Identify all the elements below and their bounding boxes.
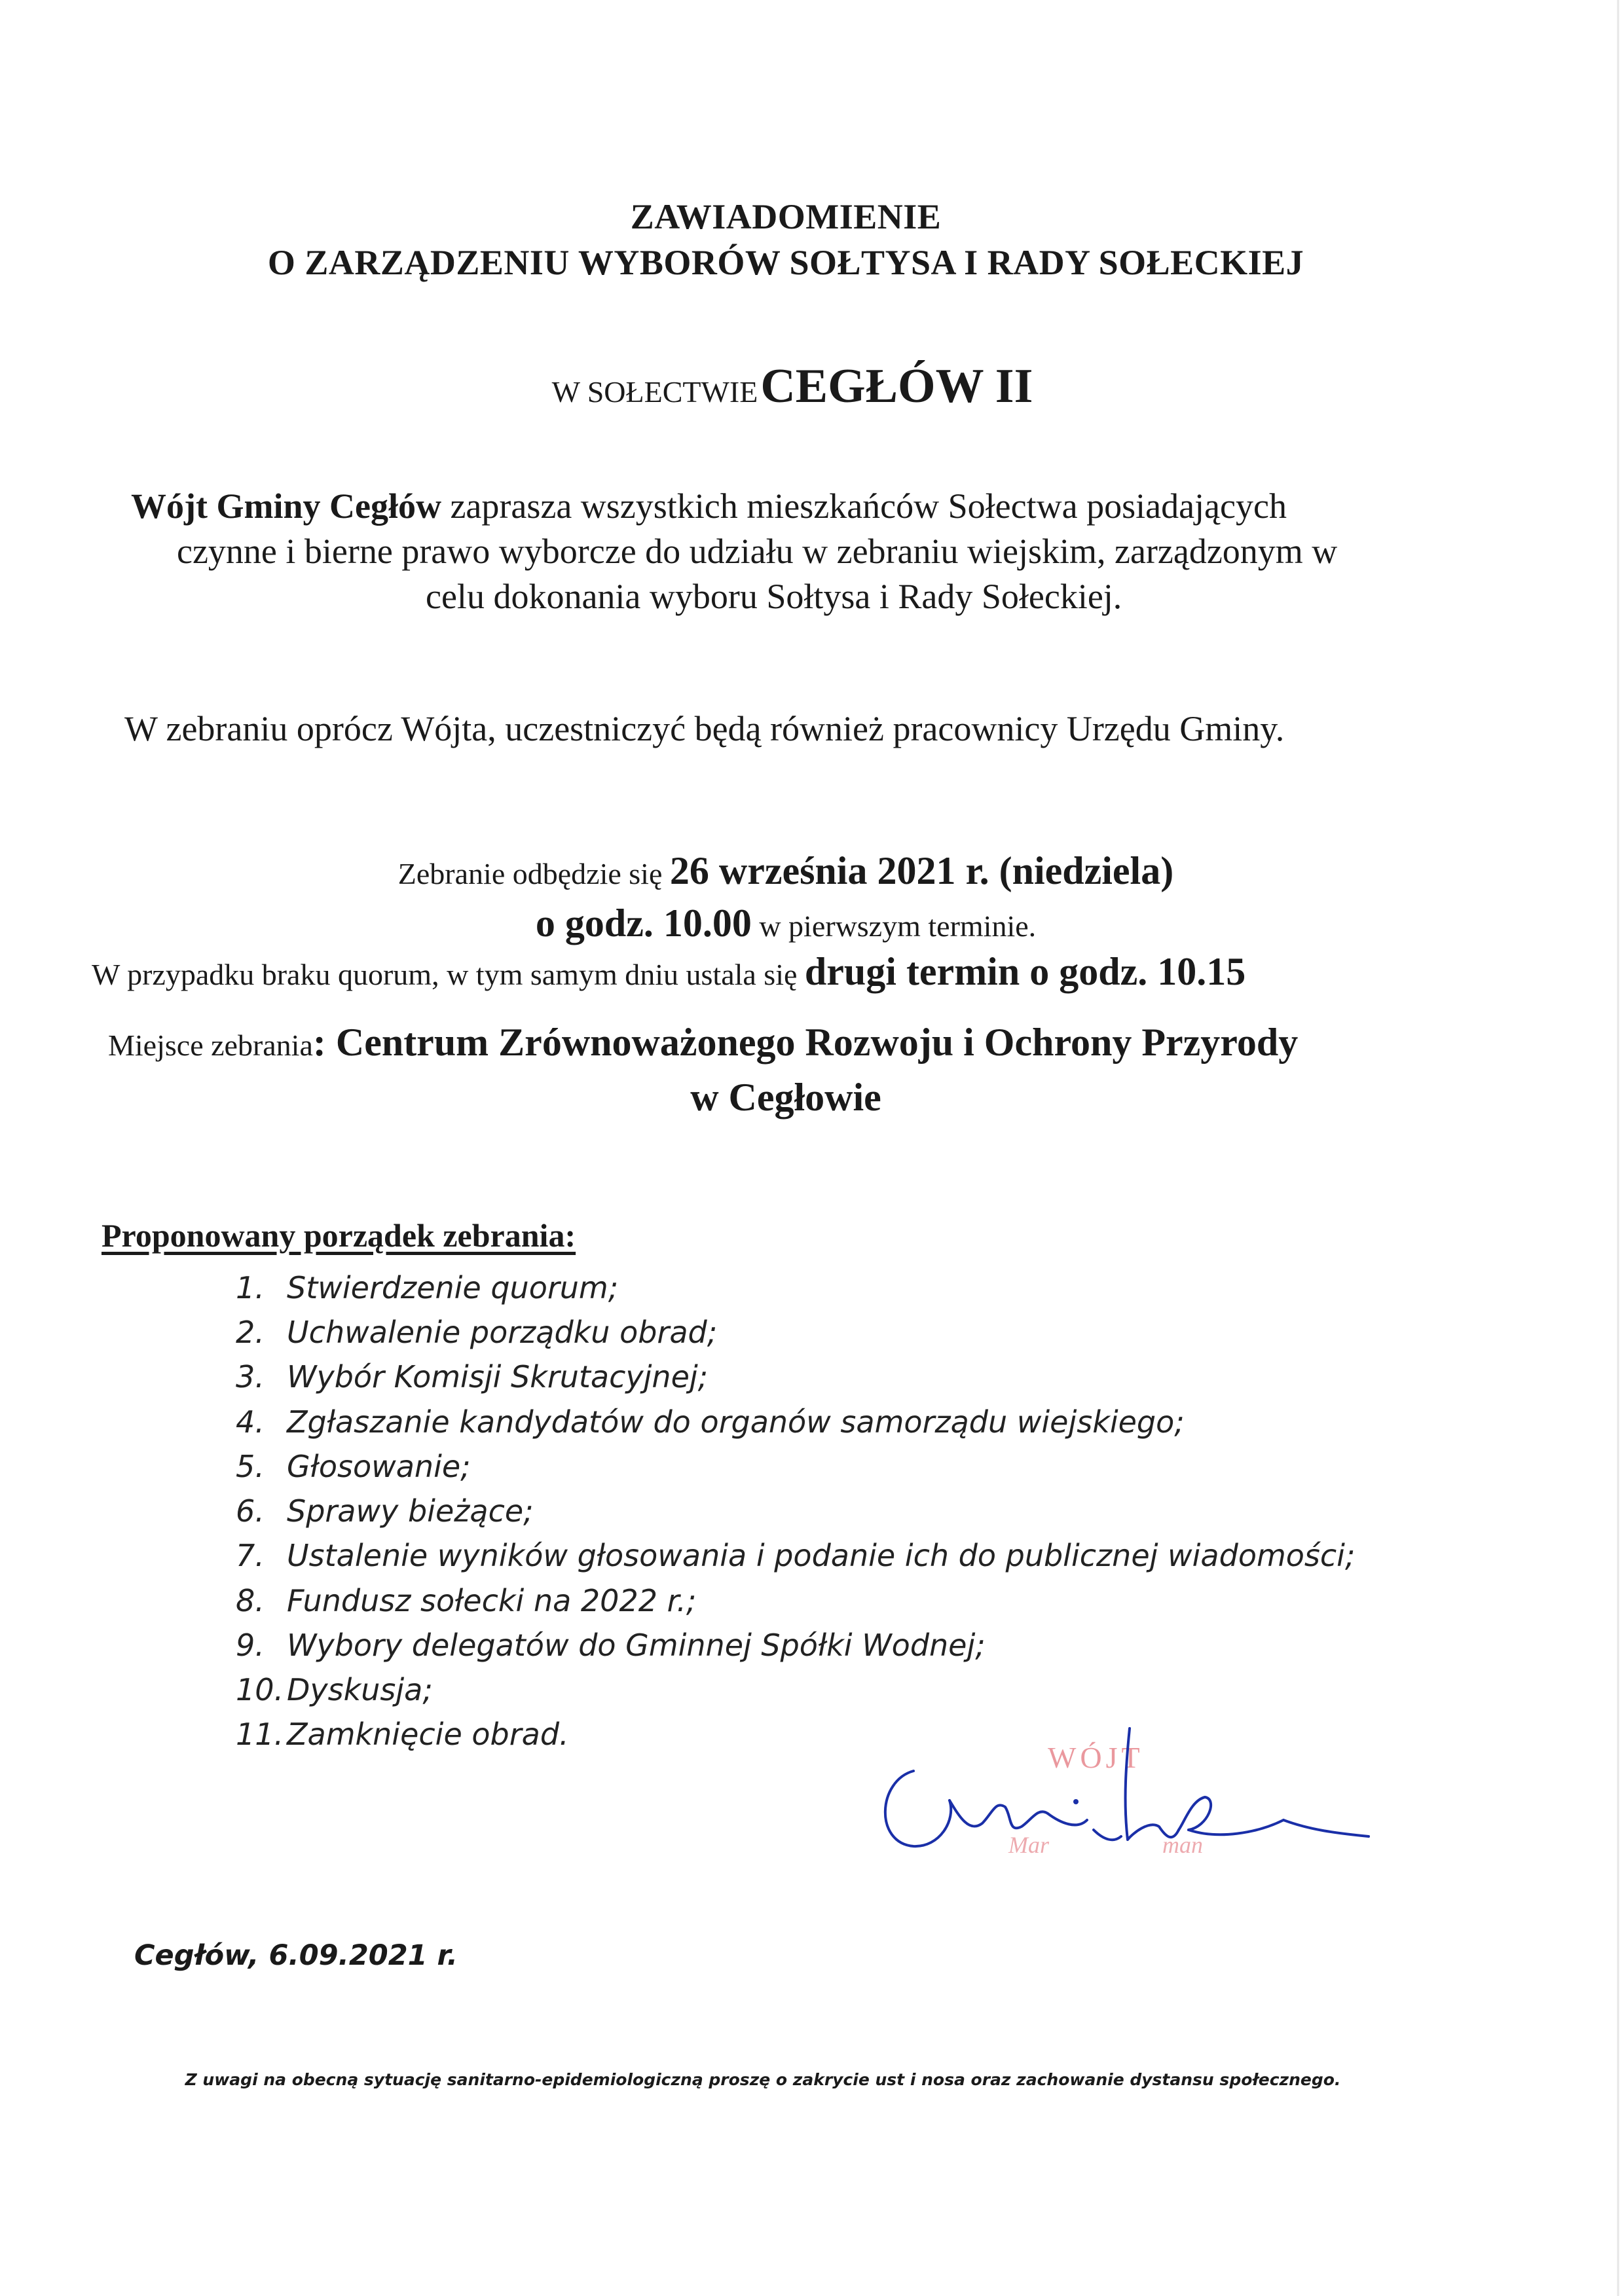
agenda-item-number: 8. [236,1583,265,1618]
signature-strokes [885,1728,1369,1846]
agenda-item-text: Głosowanie; [287,1449,471,1484]
intro-line-1-rest: zaprasza wszystkich mieszkańców Sołectwa posiadających [441,486,1287,526]
stamp-title: WÓJT [1048,1741,1144,1774]
quorum-prefix: W przypadku braku quorum, w tym samym dniu ustala się [92,958,805,991]
agenda-item [236,1270,618,1305]
agenda-item [236,1717,569,1752]
solectwo-line [0,359,1585,414]
notice-title: ZAWIADOMIENIE [630,197,942,236]
place-line-1: Centrum Zrównoważonego Rozwoju i Ochrony Przyrody [335,1021,1299,1064]
agenda-item-number: 6. [236,1493,265,1529]
meeting-place-line [108,1020,1298,1065]
agenda-item-text: Uchwalenie porządku obrad; [287,1315,718,1350]
agenda-item-number: 2. [236,1315,265,1350]
notice-subtitle: O ZARZĄDZENIU WYBORÓW SOŁTYSA I RADY SOŁECKIEJ [267,243,1304,282]
quorum-line [92,949,1246,994]
agenda-item-text: Wybór Komisji Skrutacyjnej; [287,1359,709,1394]
agenda-item [236,1449,471,1484]
agenda-item-number: 9. [236,1628,265,1663]
intro-bold-lead: Wójt Gminy Cegłów [131,486,441,526]
agenda-item-number: 3. [236,1359,265,1394]
agenda-item-number: 11. [236,1717,284,1752]
quorum-value: drugi termin o godz. 10.15 [804,950,1246,993]
solectwo-name: CEGŁÓW II [760,359,1033,413]
solectwo-prefix: W SOŁECTWIE [551,375,758,409]
agenda-item-text: Zamknięcie obrad. [287,1717,569,1752]
meeting-time-suffix: w pierwszym terminie. [751,909,1037,943]
agenda-item-number: 1. [236,1270,265,1305]
meeting-date-line [0,848,1572,894]
agenda-item [236,1359,708,1394]
meeting-date-value: 26 września 2021 r. (niedziela) [669,849,1174,892]
stamp-name-right: man [1162,1832,1203,1858]
place-line-2: w Cegłowie [690,1076,881,1119]
agenda-item [236,1538,1355,1573]
place-label: Miejsce zebrania [108,1029,313,1062]
place-colon: : [312,1021,336,1064]
agenda-item-text: Sprawy bieżące; [287,1493,534,1529]
agenda-item [236,1583,696,1618]
agenda-item-text: Wybory delegatów do Gminnej Spółki Wodnej; [287,1628,986,1663]
agenda-item-number: 10. [236,1672,284,1707]
footer-note: Z uwagi na obecną sytuację sanitarno-epidemiologiczną proszę o zakrycie ust i nosa oraz zachowanie dystansu społecznego. [185,2070,1341,2089]
agenda-item-text: Dyskusja; [287,1672,433,1707]
agenda-item-number: 4. [236,1404,265,1440]
meeting-time-line [0,901,1572,946]
agenda-item [236,1404,1185,1440]
agenda-item-text: Stwierdzenie quorum; [287,1270,619,1305]
agenda-item-number: 5. [236,1449,265,1484]
intro-line-3: celu dokonania wyboru Sołtysa i Rady Sołeckiej. [426,577,1122,616]
place-line-2-wrap [0,1075,1572,1120]
agenda-heading: Proponowany porządek zebrania: [101,1217,576,1254]
participants-text: W zebraniu oprócz Wójta, uczestniczyć będą również pracownicy Urzędu Gminy. [124,709,1285,748]
place-date: Cegłów, 6.09.2021 r. [134,1939,458,1972]
agenda-item-number: 7. [236,1538,265,1573]
intro-line-1 [131,488,1287,524]
agenda-item-text: Zgłaszanie kandydatów do organów samorządu wiejskiego; [287,1404,1185,1440]
agenda-item-text: Ustalenie wyników głosowania i podanie ich do publicznej wiadomości; [287,1538,1356,1573]
intro-line-2: czynne i bierne prawo wyborcze do udziału w zebraniu wiejskim, zarządzonym w [177,532,1338,571]
meeting-time-value: o godz. 10.00 [535,902,752,945]
agenda-item [236,1493,534,1529]
signature-dot [1073,1799,1079,1804]
meeting-date-prefix: Zebranie odbędzie się [397,857,670,890]
agenda-item [236,1628,986,1663]
agenda-item [236,1672,433,1707]
stamp-name-left: Mar [1008,1832,1049,1858]
agenda-item-text: Fundusz sołecki na 2022 r.; [287,1583,697,1618]
signature [851,1702,1441,1872]
agenda-item [236,1315,717,1350]
